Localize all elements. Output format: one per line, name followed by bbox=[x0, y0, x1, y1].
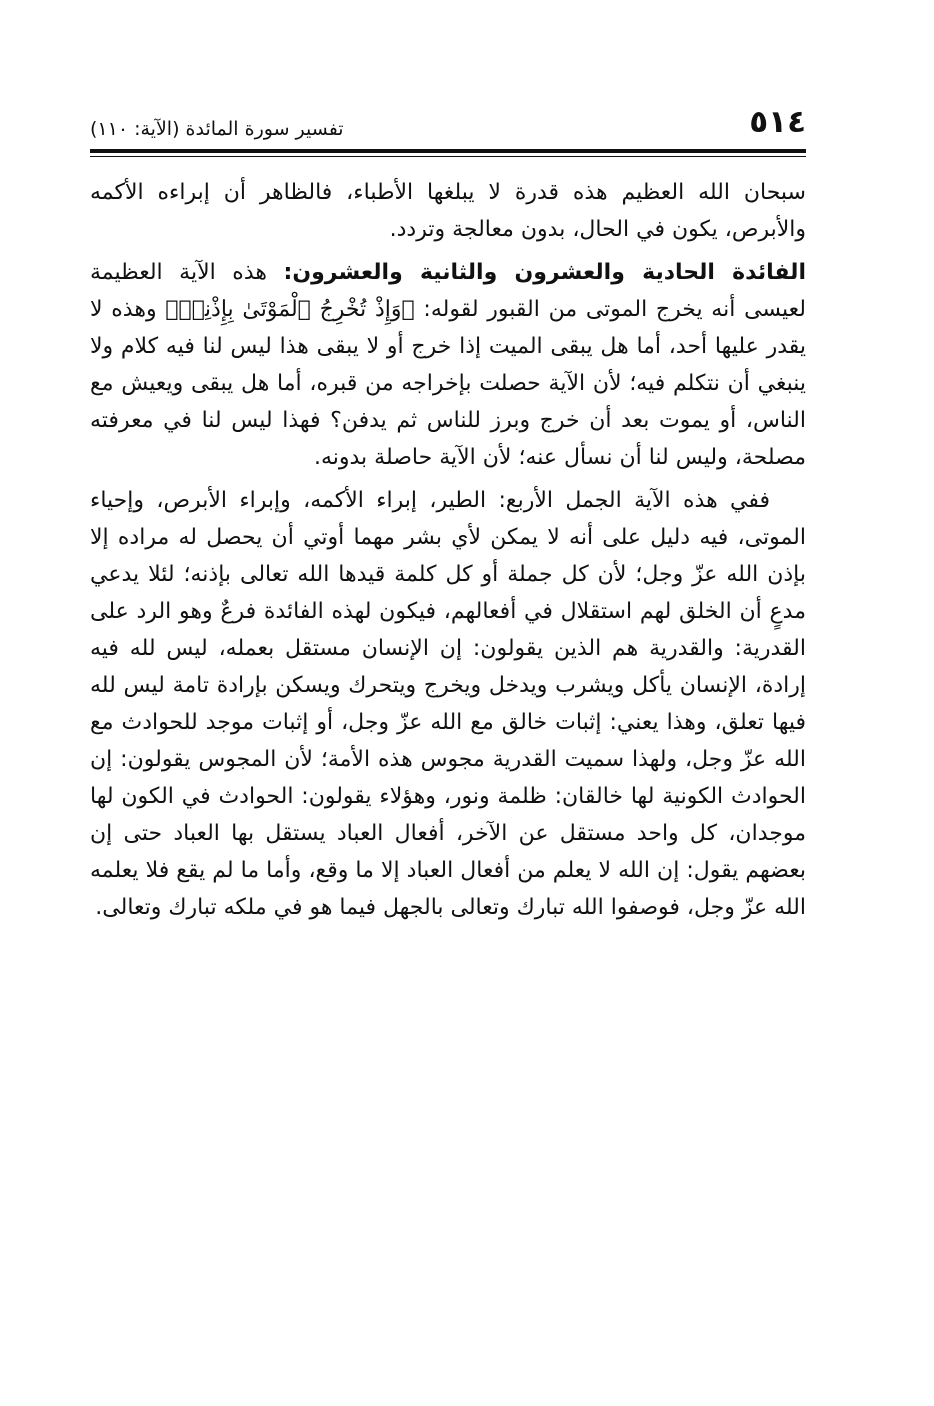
page-number: ٥١٤ bbox=[749, 104, 806, 140]
paragraph-2-text-b: وهذه لا يقدر عليها أحد، أما هل يبقى الميت إذا خرج أو لا يبقى هذا ليس لنا فيه كلام ولا ينبغي أن نتكلم فيه؛ لأن الآية حصلت بإخراجه من قبره، أما هل يبقى ويعيش مع الناس، أو يموت بعد أن خرج وبرز للناس ثم يدفن؟ فهذا ليس لنا في معرفته مصلحة، وليس لنا أن نسأل عنه؛ لأن الآية حاصلة بدونه. bbox=[90, 297, 806, 470]
paragraph-2 bbox=[90, 254, 806, 476]
header-rule-thin bbox=[90, 156, 806, 157]
header-rule-thick bbox=[90, 149, 806, 153]
running-title: تفسير سورة المائدة (الآية: ١١٠) bbox=[90, 118, 344, 140]
section-heading: الفائدة الحادية والعشرون والثانية والعشرون: bbox=[283, 260, 806, 285]
paragraph-1: سبحان الله العظيم هذه قدرة لا يبلغها الأطباء، فالظاهر أن إبراءه الأكمه والأبرص، يكون في الحال، بدون معالجة وتردد. bbox=[90, 180, 806, 242]
quran-verse: ﴿وَإِذْ تُخْرِجُ ٱلْمَوْتَىٰ بِإِذْنِيۖ﴾ bbox=[165, 297, 415, 322]
paragraph-2-text-a: هذه الآية العظيمة لعيسى أنه يخرج الموتى من القبور لقوله: bbox=[90, 260, 806, 322]
paragraph-3: ففي هذه الآية الجمل الأربع: الطير، إبراء الأكمه، وإبراء الأبرص، وإحياء الموتى، فيه دليل على أنه لا يمكن لأي بشر مهما أوتي أن يحصل له مراده إلا بإذن الله عزّ وجل؛ لأن كل جملة أو كل كلمة قيدها الله تعالى بإذنه؛ لئلا يدعي مدعٍ أن الخلق لهم استقلال في أفعالهم، فيكون لهذه الفائدة فرعٌ وهو الرد على القدرية: والقدرية هم الذين يقولون: إن الإنسان مستقل بعمله، ليس لله فيه إرادة، الإنسان يأكل ويشرب ويدخل ويخرج ويتحرك ويسكن بإرادة تامة ليس لله فيها تعلق، وهذا يعني: إثبات خالق مع الله عزّ وجل، أو إثبات موجد للحوادث مع الله عزّ وجل، ولهذا سميت القدرية مجوس هذه الأمة؛ لأن المجوس يقولون: إن الحوادث الكونية لها خالقان: ظلمة ونور، وهؤلاء يقولون: الحوادث في الكون لها موجدان، كل واحد مستقل عن الآخر، أفعال العباد يستقل بها العباد حتى إن بعضهم يقول: إن الله لا يعلم من أفعال العباد إلا ما وقع، وأما ما لم يقع فلا يعلمه الله عزّ وجل، فوصفوا الله تبارك وتعالى بالجهل فيما هو في ملكه تبارك وتعالى. bbox=[90, 488, 806, 920]
body-text bbox=[90, 174, 806, 932]
page-header bbox=[90, 104, 806, 148]
